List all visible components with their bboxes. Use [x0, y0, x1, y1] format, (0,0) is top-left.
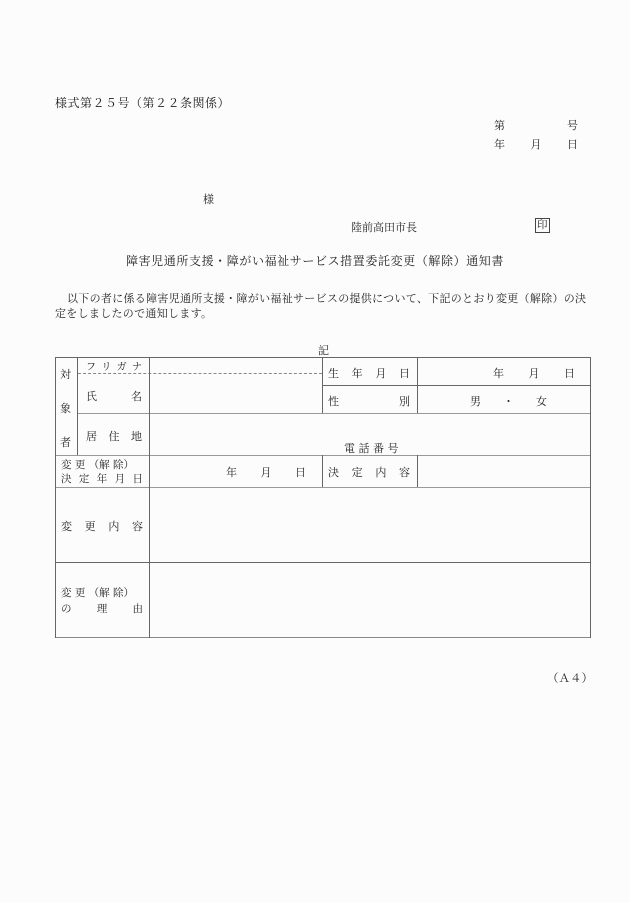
change-content-label: 変 更 内 容 [61, 520, 143, 533]
furigana-divider [78, 373, 322, 374]
decision-date-label-1: 変 更 （解 除） [61, 459, 135, 471]
issue-date [494, 136, 578, 152]
date-day: 日 [567, 138, 578, 151]
reason-label-1: 変 更 （解 除） [61, 587, 135, 599]
decision-date-value[interactable]: 年 月 日 [226, 466, 306, 479]
reason-label-2: の 理 由 [61, 603, 143, 615]
table-border-right [590, 357, 591, 638]
document-title: 障害児通所支援・障がい福祉サービス措置委託変更（解除）通知書 [125, 254, 504, 268]
change-content-input[interactable] [150, 488, 590, 562]
sex-label: 性 別 [328, 395, 410, 408]
name-label: 氏 名 [86, 390, 142, 403]
birthdate-label: 生 年 月 日 [328, 367, 410, 380]
date-month: 月 [530, 138, 542, 151]
subject-label-3: 者 [60, 436, 71, 449]
ref-prefix: 第 [494, 119, 505, 132]
form-number: 様式第２５号（第２２条関係） [55, 96, 231, 110]
sex-male-option[interactable]: 男 [470, 395, 481, 408]
address-label: 居 住 地 [86, 430, 142, 443]
body-text: 以下の者に係る障害児通所支援・障がい福祉サービスの提供について、下記のとおり変更（解除）の決定をしましたので通知します。 [55, 292, 587, 320]
furigana-label: フ リ ガ ナ [86, 362, 142, 373]
decision-date-label-2: 決 定 年 月 日 [61, 473, 143, 485]
decision-content-input[interactable] [418, 456, 590, 487]
address-input[interactable] [150, 414, 590, 440]
reason-input[interactable] [150, 563, 590, 637]
col-divider [322, 455, 323, 487]
paper-size-note: （Ａ４） [547, 671, 593, 685]
col-divider [77, 357, 78, 455]
decision-content-label: 決 定 内 容 [328, 466, 410, 479]
sex-female-option[interactable]: 女 [536, 395, 547, 408]
row-divider [322, 385, 591, 386]
col-divider [417, 357, 418, 413]
name-input[interactable] [150, 375, 321, 412]
reference-number [494, 117, 578, 133]
birthdate-value[interactable]: 年 月 日 [493, 367, 575, 380]
ref-suffix: 号 [567, 119, 578, 132]
table-border-left [55, 357, 56, 638]
ki-heading: 記 [318, 344, 329, 357]
sex-value[interactable]: 男 ・ 女 [470, 395, 547, 408]
subject-label-1: 対 [60, 368, 71, 381]
seal-mark: 印 [537, 219, 548, 231]
subject-label-2: 象 [60, 402, 71, 415]
table-border-bottom [55, 637, 591, 638]
issuer-name: 陸前高田市長 [351, 221, 417, 234]
col-divider [322, 357, 323, 413]
date-year: 年 [494, 138, 505, 151]
phone-label: 電 話 番 号 [344, 442, 399, 455]
furigana-input[interactable] [150, 358, 321, 372]
recipient-honorific: 様 [203, 193, 214, 206]
